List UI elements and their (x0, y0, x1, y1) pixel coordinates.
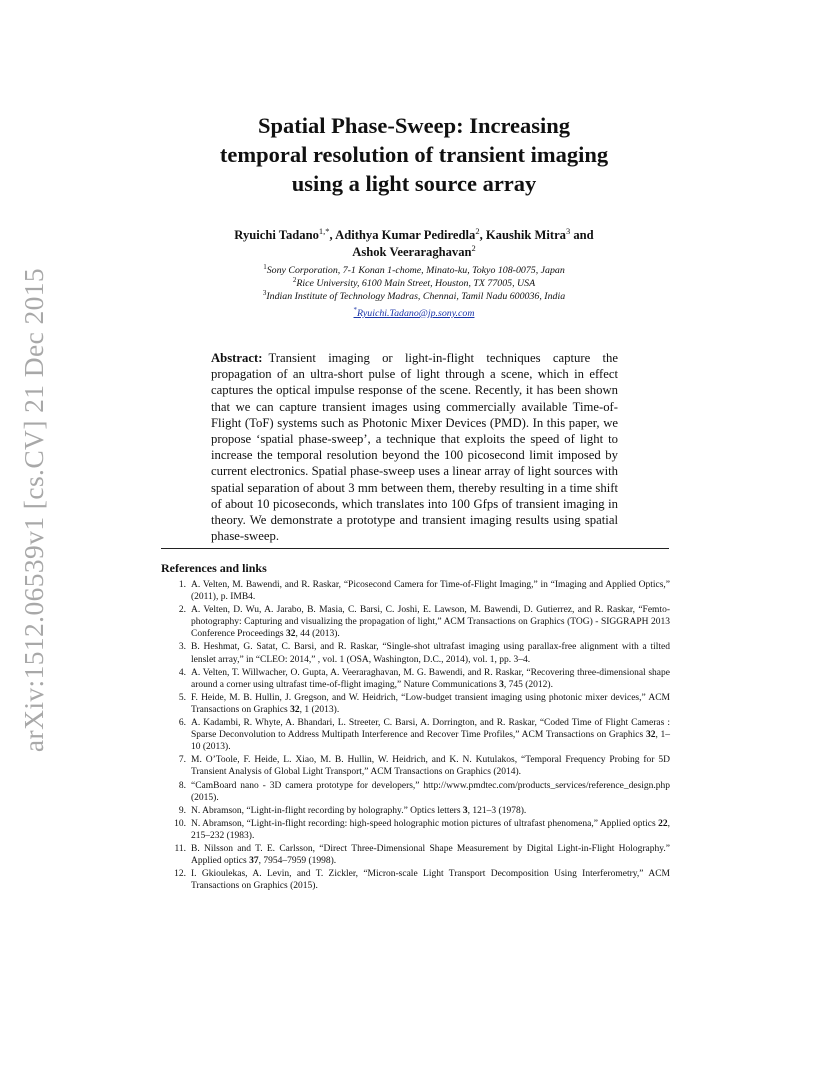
reference-tail: , 121–3 (1978). (467, 805, 527, 816)
reference-volume: 22 (658, 818, 668, 829)
reference-number: 2. (178, 605, 186, 616)
contact-email (150, 307, 678, 320)
reference-text (191, 843, 670, 867)
affiliation-text: Sony Corporation, 7-1 Konan 1-chome, Minato-ku, Tokyo 108-0075, Japan (266, 265, 565, 276)
reference-tail: , 7954–7959 (1998). (258, 856, 337, 867)
reference-body: M. O’Toole, F. Heide, L. Xiao, M. B. Hullin, W. Heidrich, and K. N. Kutulakos, “Temporal Frequency Probing for 5D Transient Analysis of Global Light Transport,” ACM Transactions on Graphics (2014). (191, 755, 670, 778)
reference-tail: , 1–10 (2013). (191, 730, 671, 753)
author-list (190, 227, 638, 261)
reference-volume: 3 (499, 679, 504, 690)
corresponding-mark: * (353, 306, 358, 314)
reference-body: “CamBoard nano - 3D camera prototype for developers,” http://www.pmdtec.com/products_services/reference_design.php (2015). (191, 780, 670, 803)
reference-text (191, 579, 670, 603)
author-name: , Adithya Kumar Pediredla (329, 228, 476, 242)
reference-volume: 32 (290, 704, 300, 715)
references-heading: References and links (161, 561, 267, 575)
reference-item (161, 780, 670, 804)
reference-text (191, 604, 670, 640)
reference-text (191, 818, 670, 842)
reference-text (191, 667, 670, 691)
reference-body: A. Velten, T. Willwacher, O. Gupta, A. Veeraraghavan, M. G. Bawendi, and R. Raskar, “Recovering three-dimensional shape around a corner using ultrafast time-of-flight imaging,” Nature Communications (191, 667, 670, 690)
reference-number: 11. (174, 843, 186, 854)
title-line: temporal resolution of transient imaging (219, 142, 609, 167)
reference-volume: 3 (462, 805, 468, 816)
reference-number: 7. (178, 755, 186, 766)
reference-item (161, 692, 670, 716)
reference-item (161, 818, 670, 842)
reference-body: A. Velten, M. Bawendi, and R. Raskar, “Picosecond Camera for Time-of-Flight Imaging,” in “Imaging and Applied Optics,” (2011), p. IMB4. (191, 580, 670, 603)
reference-text (191, 805, 670, 817)
reference-number: 8. (178, 780, 186, 791)
reference-number: 4. (178, 667, 186, 678)
author-affiliation-mark: 2 (475, 226, 480, 236)
reference-number: 9. (178, 805, 186, 816)
affiliation (150, 277, 678, 290)
title-line: Spatial Phase-Sweep: Increasing (257, 113, 571, 138)
reference-item (161, 641, 670, 665)
reference-body: F. Heide, M. B. Hullin, J. Gregson, and W. Heidrich, “Low-budget transient imaging using photonic mixer devices,” ACM Transactions on Graphics (191, 692, 670, 715)
reference-volume: 32 (285, 629, 296, 640)
author-affiliation-mark: 3 (565, 226, 571, 236)
reference-volume: 37 (249, 856, 259, 867)
reference-text (191, 717, 670, 753)
reference-item (161, 805, 670, 817)
affiliation-text: Rice University, 6100 Main Street, Houston, TX 77005, USA (296, 278, 536, 289)
email-address: Ryuichi.Tadano@jp.sony.com (357, 308, 475, 319)
author-affiliation-mark: 2 (471, 243, 476, 253)
references-list (161, 579, 670, 893)
reference-tail: , 215–232 (1983). (191, 818, 670, 841)
reference-text (191, 780, 670, 804)
reference-body: A. Kadambi, R. Whyte, A. Bhandari, L. Streeter, C. Barsi, A. Dorrington, and R. Raskar, “Coded Time of Flight Cameras : Sparse Deconvolution to Address Multipath Interference and Recover Time Profiles,” ACM Transactions on Graphics (191, 718, 670, 741)
author-name: Ryuichi Tadano (234, 228, 319, 242)
email-link[interactable] (354, 308, 475, 319)
reference-body: N. Abramson, “Light-in-flight recording by holography.” Optics letters (191, 805, 463, 816)
reference-tail: , 745 (2012). (503, 679, 553, 690)
author-affiliation-mark: 1,* (318, 226, 330, 236)
reference-item (161, 667, 670, 691)
title-line: using a light source array (291, 171, 537, 196)
reference-item (161, 843, 670, 867)
paper-title (150, 111, 678, 198)
affiliation (150, 264, 678, 277)
section-divider (161, 548, 669, 549)
reference-body: B. Heshmat, G. Satat, C. Barsi, and R. Raskar, “Single-shot ultrafast imaging using parallax-free alignment with a tilted lenslet array,” in “CLEO: 2014,” , vol. 1 (OSA, Washington, D.C., 2014), vol. 1, pp. 3–4. (191, 642, 670, 665)
reference-volume: 32 (645, 730, 656, 741)
abstract-text: Transient imaging or light-in-flight techniques capture the propagation of an ultra-short pulse of light through a scene, which in effect captures the optical impulse response of the scene. Recently, it has been shown that we can capture transient images using commercially available Time-of-Flight (ToF) systems such as Photonic Mixer Devices (PMD). In this paper, we propose ‘spatial phase-sweep’, a technique that exploits the speed of light to increase the temporal resolution beyond the 100 picosecond limit imposed by current electronics. Spatial phase-sweep uses a linear array of light sources with spatial separation of about 3 mm between them, thereby resulting in a time shift of about 10 picoseconds, which translates into 100 Gfps of transient imaging in theory. We demonstrate a prototype and transient imaging results using spatial phase-sweep. (211, 351, 618, 544)
arxiv-watermark (14, 255, 54, 765)
affiliation-mark: 1 (263, 263, 267, 271)
reference-number: 10. (174, 818, 186, 829)
reference-body: I. Gkioulekas, A. Levin, and T. Zickler, “Micron-scale Light Transport Decomposition Using Interferometry,” ACM Transactions on Graphics (2015). (191, 869, 670, 892)
reference-item (161, 579, 670, 603)
affiliation-mark: 2 (292, 276, 297, 284)
reference-tail: , 1 (2013). (299, 704, 340, 715)
reference-text (191, 754, 670, 778)
reference-item (161, 604, 670, 640)
reference-tail: , 44 (2013). (295, 629, 340, 640)
reference-text (191, 868, 670, 892)
author-conjunction: and (570, 228, 594, 242)
author-name: , Kaushik Mitra (479, 228, 566, 242)
reference-text (191, 692, 670, 716)
reference-number: 3. (178, 642, 186, 653)
reference-number: 12. (174, 869, 186, 880)
reference-item (161, 868, 670, 892)
affiliation-list (150, 264, 678, 303)
reference-body: N. Abramson, “Light-in-flight recording: high-speed holographic motion pictures of ultrafast phenomena,” Applied optics (191, 818, 659, 829)
reference-number: 5. (178, 692, 186, 703)
reference-number: 6. (178, 718, 186, 729)
reference-number: 1. (178, 580, 186, 590)
affiliation-mark: 3 (262, 289, 267, 297)
reference-body: B. Nilsson and T. E. Carlsson, “Direct Three-Dimensional Shape Measurement by Digital Light-in-Flight Holography.” Applied optics (191, 843, 670, 867)
abstract (211, 350, 618, 544)
reference-item (161, 717, 670, 753)
affiliation-text: Indian Institute of Technology Madras, Chennai, Tamil Nadu 600036, India (266, 291, 566, 302)
affiliation (150, 290, 678, 303)
reference-item (161, 754, 670, 778)
arxiv-id-text: arXiv:1512.06539v1 [cs.CV] 21 Dec 2015 (18, 267, 49, 753)
abstract-label: Abstract: (211, 351, 263, 365)
author-name: Ashok Veeraraghavan (352, 245, 472, 259)
reference-body: A. Velten, D. Wu, A. Jarabo, B. Masia, C. Barsi, C. Joshi, E. Lawson, M. Bawendi, D. Gutierrez, and R. Raskar, “Femto-photography: Capturing and visualizing the propagation of light,” ACM Transactions on Graphics (TOG) - SIGGRAPH 2013 Conference Proceedings (191, 605, 670, 640)
reference-text (191, 641, 670, 665)
